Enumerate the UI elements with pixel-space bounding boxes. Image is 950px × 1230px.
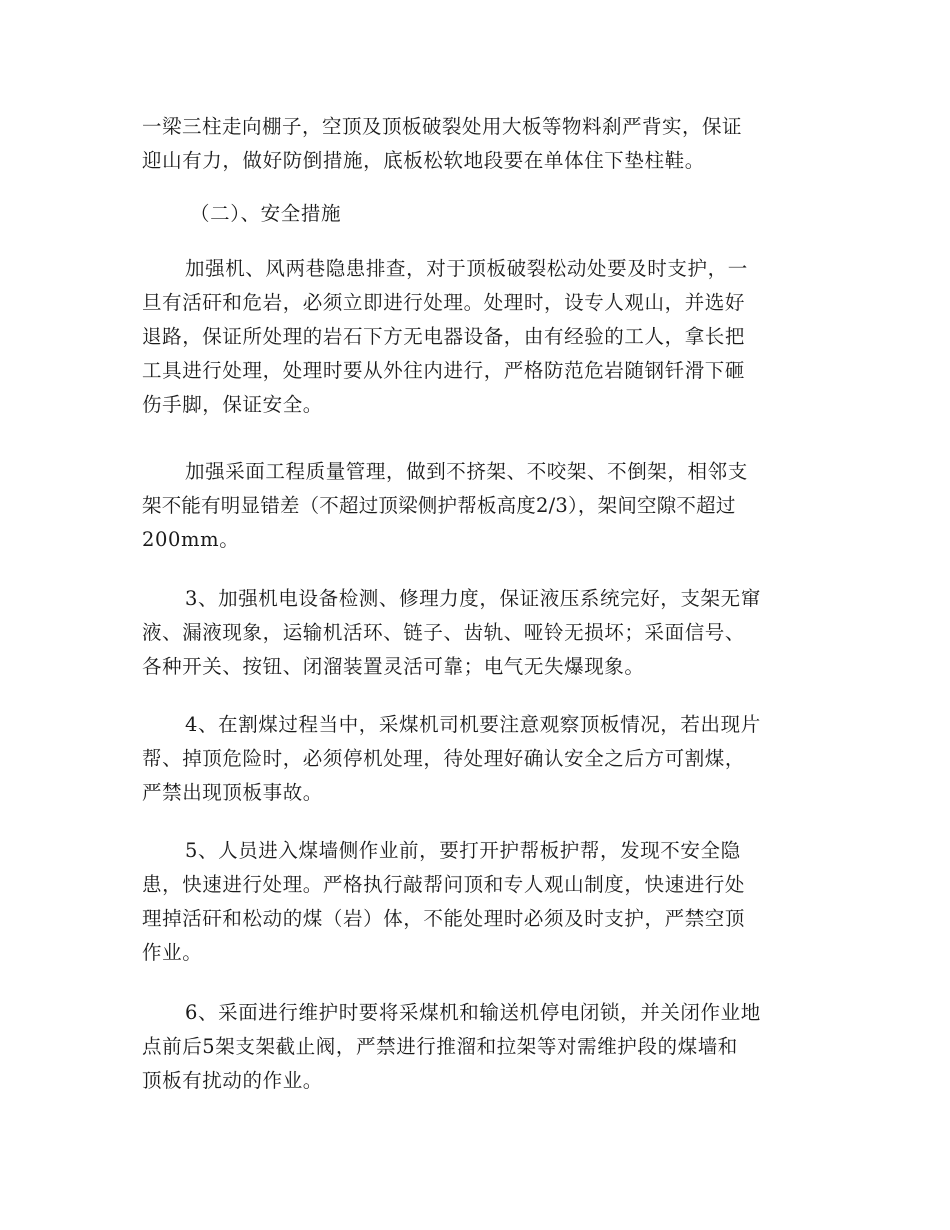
paragraph-line: 伤手脚，保证安全。: [142, 393, 323, 416]
paragraph-quality-management: [142, 455, 810, 557]
paragraph-line: 工具进行处理，处理时要从外往内进行，严格防范危岩随钢钎滑下砸: [142, 359, 746, 382]
paragraph-line: 5、人员进入煤墙侧作业前，要打开护帮板护帮，发现不安全隐: [185, 839, 741, 862]
section-heading-text: （二）、安全措施: [190, 202, 342, 225]
paragraph-line: 液、漏液现象，运输机活环、链子、齿轨、哑铃无损坏；采面信号、: [142, 621, 746, 644]
paragraph-line: 旦有活矸和危岩，必须立即进行处理。处理时，设专人观山，并选好: [142, 291, 746, 314]
paragraph-line: 加强采面工程质量管理，做到不挤架、不咬架、不倒架，相邻支: [185, 460, 748, 483]
paragraph-line: 架不能有明显错差（不超过顶梁侧护帮板高度2/3），架间空隙不超过: [142, 494, 736, 517]
paragraph-line: 一梁三柱走向棚子，空顶及顶板破裂处用大板等物料刹严背实，保证: [142, 115, 743, 138]
paragraph-line: 作业。: [142, 941, 203, 964]
paragraph-line: 加强机、风两巷隐患排查，对于顶板破裂松动处要及时支护，一: [185, 257, 748, 280]
paragraph-line: 患，快速进行处理。严格执行敲帮问顶和专人观山制度，快速进行处: [142, 873, 746, 896]
paragraph-line: 3、加强机电设备检测、修理力度，保证液压系统完好，支架无窜: [185, 587, 761, 610]
section-heading: [190, 197, 590, 231]
paragraph-line: 退路，保证所处理的岩石下方无电器设备，由有经验的工人，拿长把: [142, 325, 746, 348]
paragraph-coal-cutting: [142, 708, 810, 810]
paragraph-line: 4、在割煤过程当中，采煤机司机要注意观察顶板情况，若出现片: [185, 713, 761, 736]
paragraph-line: 顶板有扰动的作业。: [142, 1069, 323, 1092]
paragraph-support-continuation: [142, 110, 810, 178]
paragraph-hazard-check: [142, 252, 810, 422]
paragraph-maintenance: [142, 996, 810, 1098]
paragraph-line: 迎山有力，做好防倒措施，底板松软地段要在单体住下垫柱鞋。: [142, 149, 705, 172]
paragraph-line: 帮、掉顶危险时，必须停机处理，待处理好确认安全之后方可割煤，: [142, 747, 746, 770]
paragraph-coal-wall-work: [142, 834, 810, 970]
paragraph-line: 理掉活矸和松动的煤（岩）体，不能处理时必须及时支护，严禁空顶: [142, 907, 746, 930]
paragraph-line: 各种开关、按钮、闭溜装置灵活可靠；电气无失爆现象。: [142, 655, 645, 678]
paragraph-equipment-inspection: [142, 582, 810, 684]
paragraph-line: 200mm。: [142, 528, 240, 551]
paragraph-line: 6、采面进行维护时要将采煤机和输送机停电闭锁，并关闭作业地: [185, 1001, 761, 1024]
paragraph-line: 点前后5架支架截止阀，严禁进行推溜和拉架等对需维护段的煤墙和: [142, 1035, 738, 1058]
paragraph-line: 严禁出现顶板事故。: [142, 781, 323, 804]
